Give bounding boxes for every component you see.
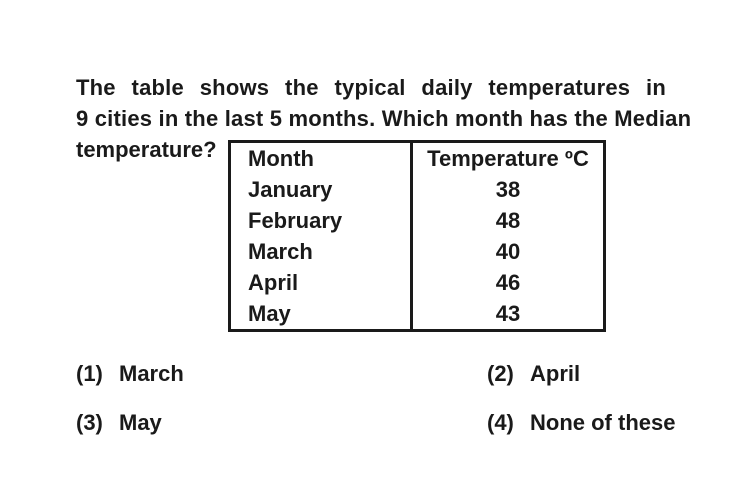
option-3-text: May (119, 410, 162, 435)
question-line-2: 9 cities in the last 5 months. Which month has the Median (76, 106, 692, 131)
option-4 (487, 410, 675, 436)
cell-temperature: 48 (495, 208, 521, 233)
question-line-3: temperature? (76, 137, 217, 162)
question-line-1: The table shows the typical daily temperatures in (76, 75, 666, 100)
header-temperature: Temperature ºC (427, 146, 589, 171)
table-header-row (230, 142, 605, 175)
option-3-number: (3) (76, 410, 103, 435)
table-row (230, 174, 605, 205)
cell-month: March (230, 236, 412, 267)
cell-temperature: 40 (495, 239, 521, 264)
cell-temperature: 38 (495, 177, 521, 202)
option-4-text: None of these (530, 410, 676, 435)
option-2-text: April (530, 361, 581, 386)
option-2-number: (2) (487, 361, 514, 386)
cell-month: May (230, 298, 412, 331)
cell-month: April (230, 267, 412, 298)
cell-temperature: 46 (495, 270, 521, 295)
cell-temperature: 43 (495, 301, 521, 326)
table-row (230, 298, 605, 331)
option-2 (487, 361, 580, 387)
table-row (230, 205, 605, 236)
option-1 (76, 361, 184, 387)
cell-month: January (230, 174, 412, 205)
option-3 (76, 410, 162, 436)
option-4-number: (4) (487, 410, 514, 435)
question-text (76, 72, 692, 134)
header-month: Month (230, 142, 412, 175)
temperature-table (228, 140, 606, 332)
option-1-number: (1) (76, 361, 103, 386)
cell-month: February (230, 205, 412, 236)
table-row (230, 267, 605, 298)
option-1-text: March (119, 361, 184, 386)
table-row (230, 236, 605, 267)
